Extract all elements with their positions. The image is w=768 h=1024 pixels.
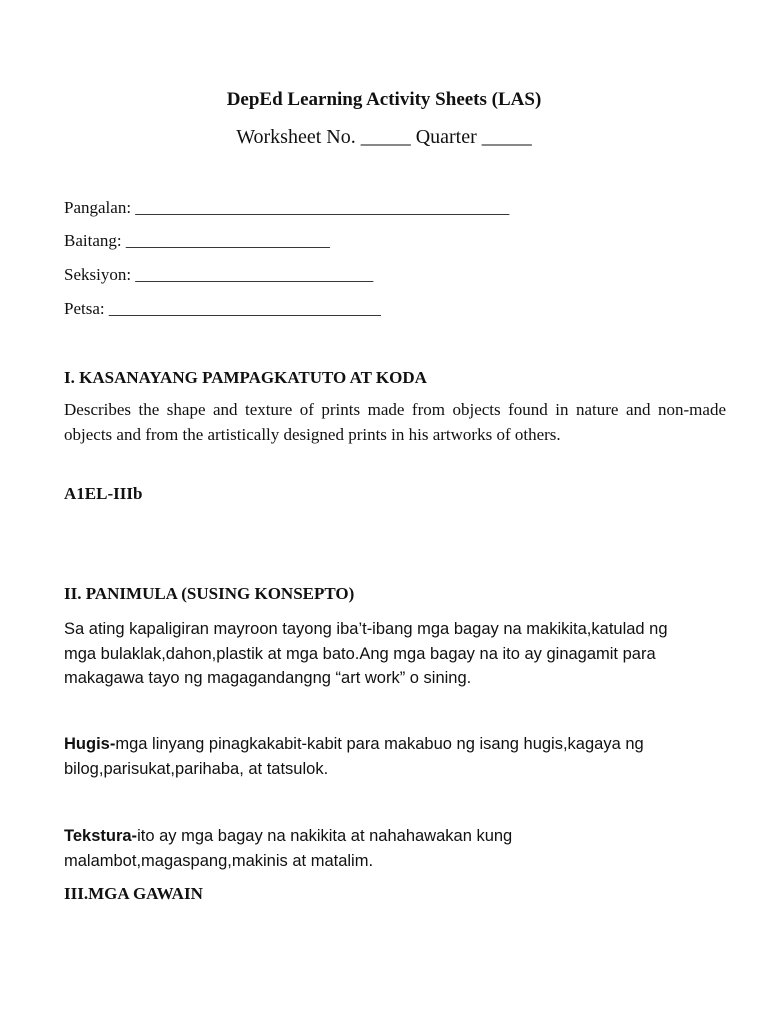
- hugis-paragraph: [64, 732, 724, 781]
- worksheet-quarter-line: Worksheet No. _____ Quarter _____: [236, 126, 532, 148]
- hugis-term: Hugis-: [64, 735, 116, 753]
- tekstura-term: Tekstura-: [64, 827, 138, 845]
- competency-description: Describes the shape and texture of prints made from objects found in nature and non-made objects and from the artistically designed prints in his artworks of others.: [64, 400, 726, 444]
- section-field: Seksiyon: ____________________________: [64, 265, 374, 284]
- section1-heading: I. KASANAYANG PAMPAGKATUTO AT KODA: [64, 368, 427, 387]
- competency-code: A1EL-IIIb: [64, 484, 143, 503]
- date-field: Petsa: ________________________________: [64, 299, 381, 318]
- page-title: DepEd Learning Activity Sheets (LAS): [226, 89, 542, 110]
- section3-heading: III.MGA GAWAIN: [64, 884, 203, 903]
- section2-heading: II. PANIMULA (SUSING KONSEPTO): [64, 584, 355, 603]
- name-field: Pangalan: ____________________________________________: [64, 198, 510, 217]
- tekstura-definition: ito ay mga bagay na nakikita at nahahawakan kung malambot,magaspang,makinis at matalim.: [64, 827, 513, 870]
- hugis-definition: mga linyang pinagkakabit-kabit para makabuo ng isang hugis,kagaya ng bilog,parisukat,parihaba, at tatsulok.: [64, 735, 644, 778]
- intro-paragraph: Sa ating kapaligiran mayroon tayong iba’t-ibang mga bagay na makikita,katulad ng mga bulaklak,dahon,plastik at mga bato.Ang mga bagay na ito ay ginagamit para makagawa tayo ng magagandangng “art work” o sining.: [64, 620, 668, 687]
- grade-field: Baitang: ________________________: [64, 231, 330, 250]
- tekstura-paragraph: [64, 824, 624, 873]
